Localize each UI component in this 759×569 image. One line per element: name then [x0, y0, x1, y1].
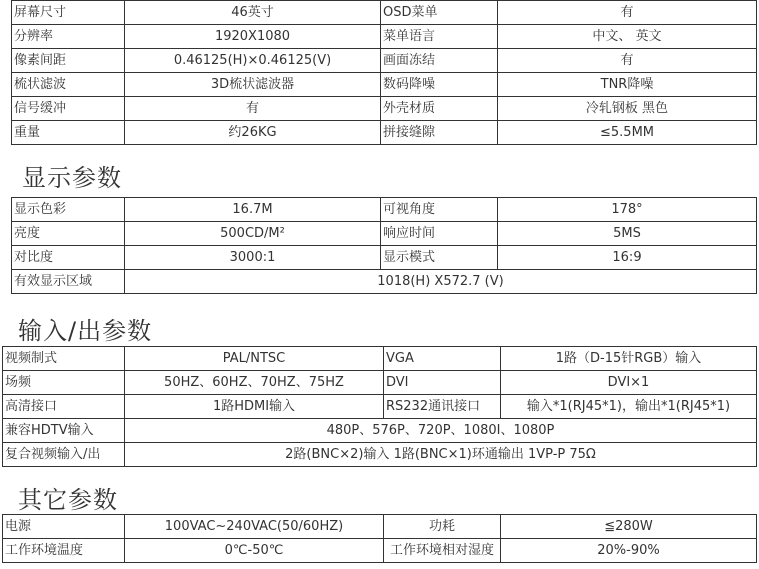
spec-value: 16.7M	[125, 198, 381, 222]
spec-label: OSD菜单	[381, 1, 498, 25]
spec-value: 50HZ、60HZ、70HZ、75HZ	[125, 371, 384, 395]
table-row	[12, 246, 757, 270]
spec-label: 可视角度	[381, 198, 498, 222]
spec-value: 0.46125(H)×0.46125(V)	[125, 49, 381, 73]
spec-value: 1路HDMI输入	[125, 395, 384, 419]
table-row	[12, 1, 757, 25]
spec-label: 复合视频输入/出	[3, 443, 125, 467]
table-row	[3, 443, 757, 467]
table-row	[12, 97, 757, 121]
section-title-io: 输入/出参数	[18, 317, 153, 345]
spec-table-general	[11, 0, 757, 145]
spec-value: 16:9	[498, 246, 757, 270]
table-row	[3, 347, 757, 371]
spec-label: 拼接缝隙	[381, 121, 498, 145]
spec-label: 工作环境相对湿度	[384, 539, 501, 563]
spec-value: 480P、576P、720P、1080I、1080P	[125, 419, 757, 443]
spec-label: 有效显示区域	[12, 270, 125, 294]
spec-value: 0℃-50℃	[125, 539, 384, 563]
spec-label: 外壳材质	[381, 97, 498, 121]
spec-label: 显示模式	[381, 246, 498, 270]
spec-table-other	[2, 514, 757, 563]
table-row	[12, 222, 757, 246]
table-row	[12, 270, 757, 294]
spec-value: 有	[498, 1, 757, 25]
spec-value: 约26KG	[125, 121, 381, 145]
spec-label: 信号缓冲	[12, 97, 125, 121]
table-row	[12, 198, 757, 222]
spec-value: 100VAC~240VAC(50/60HZ)	[125, 515, 384, 539]
spec-value: PAL/NTSC	[125, 347, 384, 371]
spec-value: DVI×1	[501, 371, 757, 395]
spec-label: 工作环境温度	[3, 539, 125, 563]
spec-value: TNR降噪	[498, 73, 757, 97]
table-row	[12, 73, 757, 97]
table-row	[3, 419, 757, 443]
spec-value: ≦280W	[501, 515, 757, 539]
spec-value: 3D梳状滤波器	[125, 73, 381, 97]
table-row	[3, 371, 757, 395]
spec-label: 梳状滤波	[12, 73, 125, 97]
spec-label: 对比度	[12, 246, 125, 270]
spec-table-io	[2, 346, 757, 467]
spec-value: 中文、 英文	[498, 25, 757, 49]
table-row	[12, 121, 757, 145]
spec-label: 重量	[12, 121, 125, 145]
spec-value: 输入*1(RJ45*1)，输出*1(RJ45*1)	[501, 395, 757, 419]
spec-value: 2路(BNC×2)输入 1路(BNC×1)环通输出 1VP-P 75Ω	[125, 443, 757, 467]
spec-value: 178°	[498, 198, 757, 222]
spec-label: 画面冻结	[381, 49, 498, 73]
section-title-display: 显示参数	[22, 164, 122, 192]
spec-label: VGA	[384, 347, 501, 371]
spec-value: 1路（D-15针RGB）输入	[501, 347, 757, 371]
spec-label: 响应时间	[381, 222, 498, 246]
table-row	[12, 49, 757, 73]
table-row	[3, 515, 757, 539]
table-row	[3, 539, 757, 563]
spec-label: 显示色彩	[12, 198, 125, 222]
spec-value: ≤5.5MM	[498, 121, 757, 145]
spec-value: 500CD/M²	[125, 222, 381, 246]
spec-label: 屏幕尺寸	[12, 1, 125, 25]
spec-label: 视频制式	[3, 347, 125, 371]
spec-table-display	[11, 197, 757, 294]
spec-label: 功耗	[384, 515, 501, 539]
spec-label: 兼容HDTV输入	[3, 419, 125, 443]
spec-value: 1920X1080	[125, 25, 381, 49]
table-row	[3, 395, 757, 419]
spec-value: 有	[125, 97, 381, 121]
spec-label: 场频	[3, 371, 125, 395]
spec-label: 亮度	[12, 222, 125, 246]
section-title-other: 其它参数	[18, 486, 118, 514]
spec-value: 有	[498, 49, 757, 73]
spec-label: 电源	[3, 515, 125, 539]
spec-label: 高清接口	[3, 395, 125, 419]
table-row	[12, 25, 757, 49]
spec-label: 分辨率	[12, 25, 125, 49]
spec-value: 20%-90%	[501, 539, 757, 563]
spec-label: 像素间距	[12, 49, 125, 73]
spec-value: 冷轧钢板 黑色	[498, 97, 757, 121]
spec-value: 46英寸	[125, 1, 381, 25]
spec-label: RS232通讯接口	[384, 395, 501, 419]
spec-value: 5MS	[498, 222, 757, 246]
spec-value: 1018(H) X572.7 (V)	[125, 270, 757, 294]
spec-label: 数码降噪	[381, 73, 498, 97]
spec-label: 菜单语言	[381, 25, 498, 49]
spec-label: DVI	[384, 371, 501, 395]
spec-value: 3000:1	[125, 246, 381, 270]
